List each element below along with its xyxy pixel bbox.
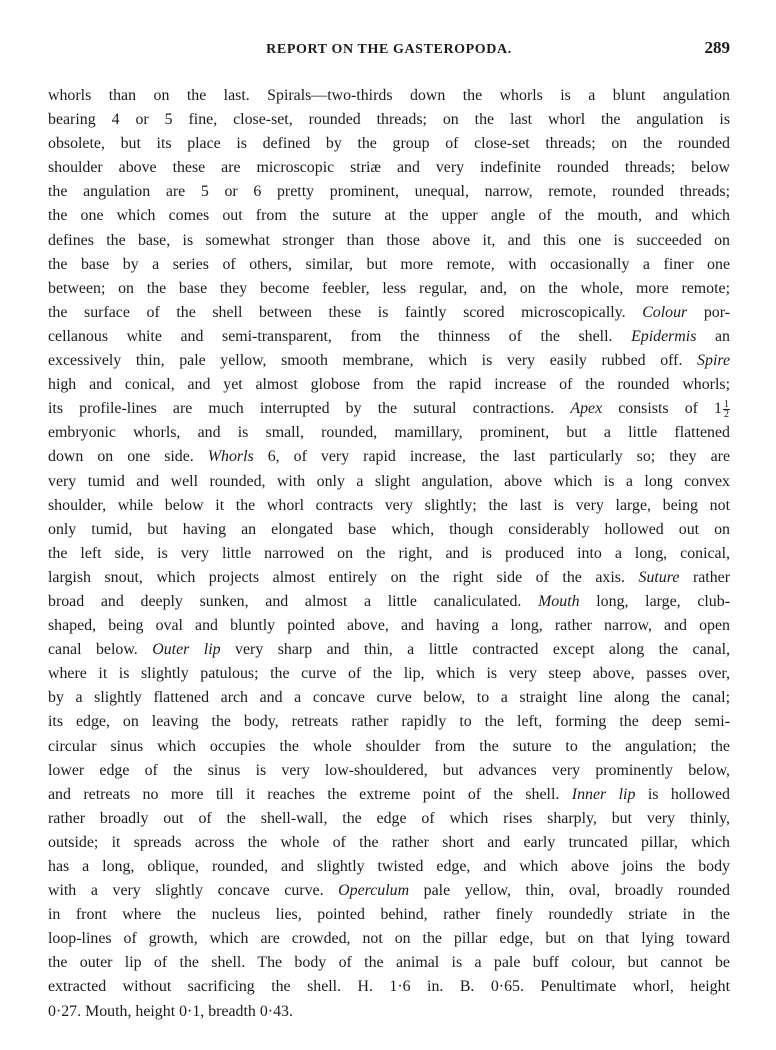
text-run: its edge, on leaving the body, retreats rather rapidly to the left, forming the deep semi- xyxy=(48,713,730,731)
text-line xyxy=(48,397,730,421)
text-line xyxy=(48,445,730,469)
text-line xyxy=(48,903,730,927)
text-run: with a very slightly concave curve. xyxy=(48,882,339,900)
italic-term: Whorls xyxy=(207,448,254,466)
text-line xyxy=(48,349,730,373)
text-run: is hollowed xyxy=(635,785,730,803)
italic-term: Spire xyxy=(697,352,730,370)
italic-term: Epidermis xyxy=(631,327,697,345)
fraction-denominator: 2 xyxy=(724,409,729,421)
text-line xyxy=(48,975,730,999)
text-run: down on one side. xyxy=(48,448,208,466)
text-line xyxy=(48,84,730,108)
fraction-numerator: 1 xyxy=(724,399,729,411)
italic-term: Inner lip xyxy=(571,785,636,803)
text-run: embryonic whorls, and is small, rounded, mamillary, prominent, but a little flattened xyxy=(48,424,730,442)
text-line xyxy=(48,542,730,566)
text-run: the left side, is very little narrowed on the right, and is produced into a long, conical, xyxy=(48,544,730,562)
italic-term: Mouth xyxy=(538,592,580,610)
text-line xyxy=(48,590,730,614)
text-line xyxy=(48,132,730,156)
text-run: high and conical, and yet almost globose from the rapid increase of the rounded whorls; xyxy=(48,376,730,394)
text-run: excessively thin, pale yellow, smooth membrane, which is very easily rubbed off. xyxy=(48,352,698,370)
text-run: 6, of very rapid increase, the last particularly so; they are xyxy=(253,448,731,466)
text-run: canal below. xyxy=(48,641,153,659)
text-run: the one which comes out from the suture at the upper angle of the mouth, and which xyxy=(48,207,730,225)
text-run: largish snout, which projects almost entirely on the right side of the axis. xyxy=(48,568,639,586)
text-run: rather xyxy=(679,568,730,586)
page-number: 289 xyxy=(704,38,730,57)
text-run: 0·27. Mouth, height 0·1, breadth 0·43. xyxy=(48,1002,293,1020)
text-line xyxy=(48,229,730,253)
text-line xyxy=(48,686,730,710)
text-line xyxy=(48,662,730,686)
text-run: very sharp and thin, a little contracted except along the canal, xyxy=(220,641,731,659)
text-run: whorls than on the last. Spirals—two-thirds down the whorls is a blunt angulation xyxy=(48,87,730,104)
text-line xyxy=(48,879,730,903)
text-line xyxy=(48,807,730,831)
text-line xyxy=(48,855,730,879)
fraction xyxy=(723,400,730,419)
text-line xyxy=(48,614,730,638)
text-line xyxy=(48,783,730,807)
text-line xyxy=(48,638,730,662)
text-line xyxy=(48,710,730,734)
text-line xyxy=(48,470,730,494)
text-run: shaped, being oval and bluntly pointed above, and having a long, rather narrow, and open xyxy=(48,617,730,635)
italic-term: Outer lip xyxy=(152,641,221,659)
text-run: only tumid, but having an elongated base which, though considerably hollowed out on xyxy=(48,520,730,538)
text-run: bearing 4 or 5 fine, close-set, rounded threads; on the last whorl the angulation is xyxy=(48,111,730,129)
italic-term: Operculum xyxy=(338,882,410,900)
text-line xyxy=(48,735,730,759)
text-run: loop-lines of growth, which are crowded, not on the pillar edge, but on that lying toward xyxy=(48,930,730,948)
text-run: broad and deeply sunken, and almost a little canaliculated. xyxy=(48,592,539,610)
text-line xyxy=(48,156,730,180)
text-run: pale yellow, thin, oval, broadly rounded xyxy=(409,882,730,900)
text-run: circular sinus which occupies the whole shoulder from the suture to the angulation; the xyxy=(48,737,730,755)
text-run: shoulder above these are microscopic striæ and very indefinite rounded threads; below xyxy=(48,159,730,177)
text-line xyxy=(48,108,730,132)
text-run: outside; it spreads across the whole of the rather short and early truncated pillar, which xyxy=(48,833,730,851)
text-run: its profile-lines are much interrupted by the sutural contractions. xyxy=(48,400,571,418)
text-line xyxy=(48,204,730,228)
text-run: by a slightly flattened arch and a concave curve below, to a straight line along the canal; xyxy=(48,689,730,707)
text-line xyxy=(48,1000,730,1024)
text-line xyxy=(48,325,730,349)
text-line xyxy=(48,831,730,855)
text-line xyxy=(48,927,730,951)
text-run: the surface of the shell between these is faintly scored microscopically. xyxy=(48,303,643,321)
text-run: defines the base, is somewhat stronger than those above it, and this one is succeeded on xyxy=(48,231,730,249)
text-run: an xyxy=(696,327,730,345)
text-line xyxy=(48,253,730,277)
text-run: between; on the base they become feebler, less regular, and, on the whole, more remote; xyxy=(48,279,730,297)
text-run: has a long, oblique, rounded, and slightly twisted edge, and which above joins the body xyxy=(48,858,730,875)
text-run: lower edge of the sinus is very low-shouldered, but advances very prominently below, xyxy=(48,761,730,779)
text-line xyxy=(48,494,730,518)
text-run: the angulation are 5 or 6 pretty prominent, unequal, narrow, remote, rounded threads; xyxy=(48,183,730,201)
text-run: long, large, club- xyxy=(579,592,730,610)
text-line xyxy=(48,180,730,204)
text-run: and retreats no more till it reaches the extreme point of the shell. xyxy=(48,785,572,803)
text-run: the outer lip of the shell. The body of the animal is a pale buff colour, but cannot be xyxy=(48,954,730,972)
text-line xyxy=(48,759,730,783)
text-run: rather broadly out of the shell-wall, the edge of which rises sharply, but very thinly, xyxy=(48,809,730,827)
text-run: cellanous white and semi-transparent, from the thinness of the shell. xyxy=(48,327,632,345)
text-run: extracted without sacrificing the shell. H. 1·6 in. B. 0·65. Penultimate whorl, height xyxy=(48,978,730,996)
text-line xyxy=(48,277,730,301)
text-line xyxy=(48,951,730,975)
text-line xyxy=(48,373,730,397)
text-run: shoulder, while below it the whorl contracts very slightly; the last is very large, being not xyxy=(48,496,730,514)
running-title: REPORT ON THE GASTEROPODA. xyxy=(266,42,512,57)
text-run: consists of 1 xyxy=(602,400,722,418)
text-run: where it is slightly patulous; the curve of the lip, which is very steep above, passes over, xyxy=(48,665,730,683)
italic-term: Apex xyxy=(570,400,603,418)
text-run: in front where the nucleus lies, pointed behind, rather finely roundedly striate in the xyxy=(48,906,730,924)
page-header xyxy=(48,38,730,64)
text-line xyxy=(48,566,730,590)
text-run: obsolete, but its place is defined by the group of close-set threads; on the rounded xyxy=(48,135,730,153)
text-line xyxy=(48,421,730,445)
body-text xyxy=(48,84,730,1024)
text-run: the base by a series of others, similar, but more remote, with occasionally a finer one xyxy=(48,255,730,273)
italic-term: Suture xyxy=(638,568,680,586)
text-line xyxy=(48,518,730,542)
text-run: very tumid and well rounded, with only a slight angulation, above which is a long convex xyxy=(48,472,730,490)
text-run: por- xyxy=(687,303,730,321)
text-line xyxy=(48,301,730,325)
italic-term: Colour xyxy=(642,303,688,321)
